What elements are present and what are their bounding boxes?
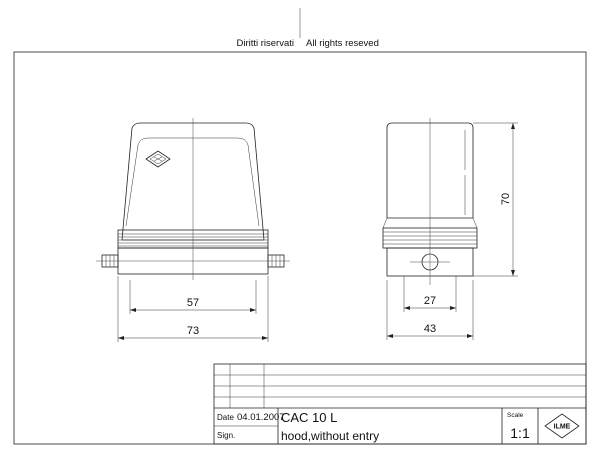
dim-side-outer-width: 43 xyxy=(423,323,437,335)
front-hood-face xyxy=(126,138,259,226)
scale-value: 1:1 xyxy=(510,425,530,441)
date-label: Date xyxy=(217,413,234,422)
ilme-logo-icon xyxy=(545,414,579,438)
front-emblem-icon xyxy=(146,151,170,167)
title-block xyxy=(214,364,586,444)
dim-side-height: 70 xyxy=(500,192,512,206)
side-view xyxy=(383,118,518,340)
dim-side-inner-width: 27 xyxy=(423,295,437,307)
sign-label: Sign. xyxy=(217,431,236,440)
rights-italian: Diritti riservati xyxy=(236,38,294,49)
part-code: CAC 10 L xyxy=(281,410,338,425)
rights-english: All rights reseved xyxy=(306,38,379,49)
logo-text: ILME xyxy=(553,423,571,431)
scale-label: Scale xyxy=(507,412,524,419)
front-view xyxy=(96,118,290,342)
date-value: 04.01.2007 xyxy=(237,412,285,423)
drawing-frame xyxy=(14,52,586,444)
part-description: hood,without entry xyxy=(281,429,380,443)
dim-front-outer-width: 73 xyxy=(186,325,200,337)
dim-front-inner-width: 57 xyxy=(186,297,200,309)
